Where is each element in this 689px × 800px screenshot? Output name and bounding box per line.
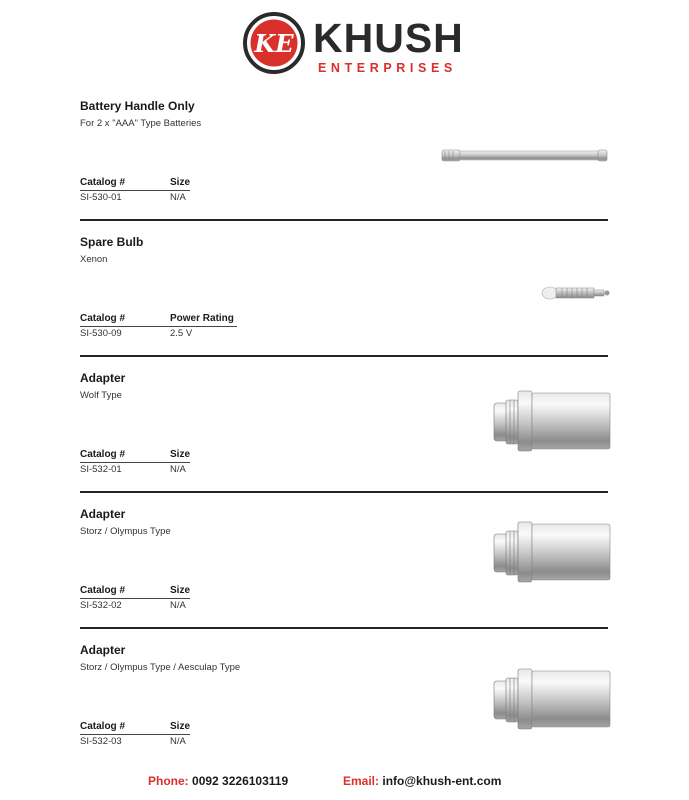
catalog-number: SI-532-03 [80, 736, 122, 747]
catalog-header: Catalog # [80, 313, 126, 324]
brand-name: KHUSH [313, 15, 464, 61]
phone-number[interactable]: 0092 3226103119 [192, 774, 289, 788]
size-header: Size [170, 585, 191, 596]
catalog-number: SI-530-09 [80, 328, 122, 339]
section-divider [80, 627, 608, 629]
product-title: Adapter [80, 371, 126, 385]
size-value: N/A [170, 736, 186, 747]
catalog-number: SI-530-01 [80, 192, 122, 203]
product-title: Spare Bulb [80, 235, 144, 249]
catalog-header: Catalog # [80, 585, 126, 596]
spec-header-row [80, 177, 250, 191]
spec-header-row [80, 313, 250, 327]
catalog-header: Catalog # [80, 177, 126, 188]
spec-underline [80, 734, 190, 735]
svg-text:KE: KE [254, 29, 294, 58]
product-title: Adapter [80, 507, 126, 521]
contact-footer [0, 774, 689, 792]
spec-header-row [80, 585, 250, 599]
spec-table [80, 177, 250, 205]
size-value: N/A [170, 192, 186, 203]
product-description: Storz / Olympus Type [80, 526, 171, 537]
spec-table [80, 449, 250, 477]
email-label: Email: [343, 774, 380, 788]
product-title: Adapter [80, 643, 126, 657]
adapter-image [492, 388, 612, 454]
product-description: Xenon [80, 254, 108, 265]
size-value: N/A [170, 600, 186, 611]
size-header: Size [170, 721, 191, 732]
spec-row [80, 464, 250, 477]
logo-mark-icon [243, 12, 305, 74]
spec-underline [80, 598, 190, 599]
product-description: For 2 x "AAA" Type Batteries [80, 118, 202, 129]
phone-label: Phone: [148, 774, 189, 788]
section-divider [80, 491, 608, 493]
size-header: Size [170, 449, 191, 460]
xenon-bulb-image [540, 282, 612, 304]
spec-underline [80, 190, 190, 191]
catalog-number: SI-532-01 [80, 464, 122, 475]
product-title: Battery Handle Only [80, 99, 195, 113]
size-header: Size [170, 177, 191, 188]
catalog-header: Catalog # [80, 721, 126, 732]
spec-row [80, 328, 250, 341]
section-divider [80, 219, 608, 221]
spec-row [80, 736, 250, 749]
spec-table [80, 721, 250, 749]
product-description: Wolf Type [80, 390, 122, 401]
spec-underline [80, 326, 237, 327]
power-value: 2.5 V [170, 328, 193, 339]
spec-table [80, 585, 250, 613]
catalog-header: Catalog # [80, 449, 126, 460]
spec-row [80, 600, 250, 613]
adapter-image [492, 519, 612, 585]
spec-row [80, 192, 250, 205]
product-section [80, 99, 608, 234]
adapter-image [492, 666, 612, 732]
product-description: Storz / Olympus Type / Aesculap Type [80, 662, 241, 673]
catalog-number: SI-532-02 [80, 600, 122, 611]
email-address[interactable]: info@khush-ent.com [382, 774, 502, 788]
section-divider [80, 355, 608, 357]
phone-block [148, 774, 288, 788]
company-logo [243, 12, 464, 76]
power-rating-header: Power Rating [170, 313, 234, 324]
spec-underline [80, 462, 190, 463]
spec-header-row [80, 721, 250, 735]
email-block [343, 774, 501, 788]
product-section [80, 235, 608, 370]
spec-table [80, 313, 250, 341]
size-value: N/A [170, 464, 186, 475]
spec-header-row [80, 449, 250, 463]
battery-handle-image [440, 145, 610, 165]
brand-subtitle: ENTERPRISES [318, 61, 457, 75]
